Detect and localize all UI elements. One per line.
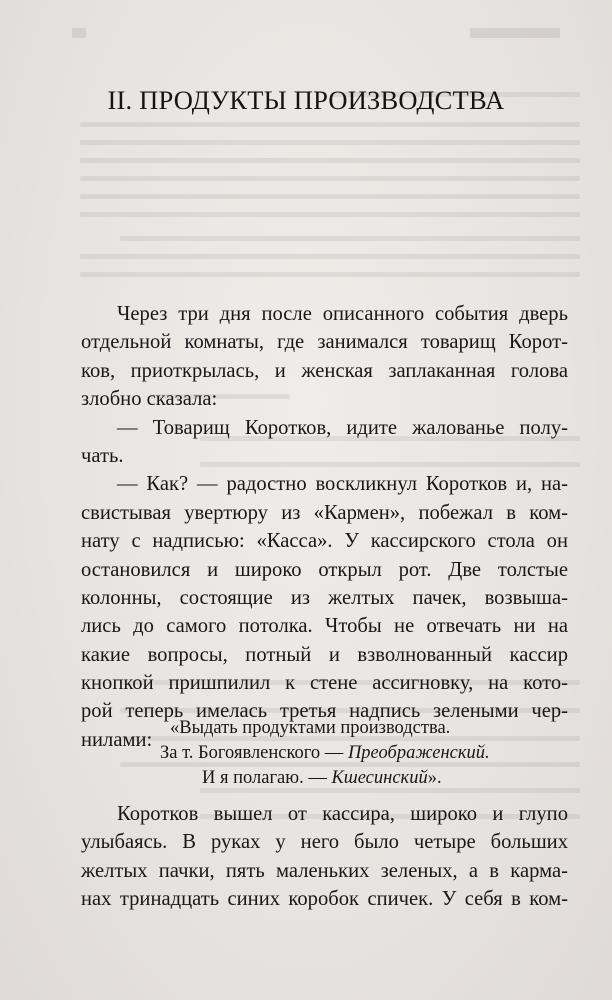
inscription-block [100, 716, 540, 791]
text-line: — Как? — радостно воскликнул Коротков и, на- [117, 473, 568, 496]
inscription-line [100, 766, 540, 791]
text-line: нилами: [81, 728, 153, 751]
text-line: улыбаясь. В руках у него было четыре больших [81, 831, 568, 854]
text-line: лись до самого потолка. Чтобы не отвечать ни на [81, 615, 568, 638]
inscription-text: И я полагаю. — [202, 768, 332, 788]
text-line: нату с надписью: «Касса». У кассирского стола он [81, 530, 568, 553]
text-line: злобно сказала: [81, 388, 218, 411]
inscription-text: За т. Богоявленского — [160, 743, 348, 763]
mirrored-running-head [470, 28, 560, 38]
inscription-signature: Кшесинский [331, 768, 428, 788]
inscription-line [100, 741, 540, 766]
inscription-text: ». [427, 768, 442, 788]
inscription-line: «Выдать продуктами производства. [170, 718, 451, 738]
text-line: нах тринадцать синих коробок спичек. У себя в ком- [81, 888, 568, 911]
mirrored-page-number [72, 28, 86, 38]
text-line: Коротков вышел от кассира, широко и глупо [117, 803, 568, 825]
text-line: рой теперь имелась третья надпись зелеными чер- [81, 700, 568, 723]
text-line: колонны, состоящие из желтых пачек, возвыша- [81, 586, 568, 609]
text-line: остановился и широко открыл рот. Две толстые [81, 558, 568, 581]
text-line: — Товарищ Коротков, идите жалованье полу- [117, 416, 568, 439]
text-line: желтых пачки, пять маленьких зеленых, а в карма- [81, 859, 568, 882]
text-line: ков, приоткрылась, и женская заплаканная голова [81, 359, 568, 382]
text-line: кнопкой пришпилил к стене ассигновку, на кото- [81, 672, 568, 695]
inscription-signature: Преображенский. [347, 743, 490, 763]
text-line: свистывая увертюру из «Кармен», побежал в ком- [81, 501, 568, 524]
main-text [81, 300, 568, 754]
text-line: чать. [81, 444, 124, 467]
text-line: какие вопросы, потный и взволнованный кассир [81, 643, 568, 666]
chapter-title: II. ПРОДУКТЫ ПРОИЗВОДСТВА [107, 85, 505, 115]
main-text-continued [81, 800, 568, 914]
text-line: отдельной комнаты, где занимался товарищ Корот- [81, 331, 568, 354]
text-line: Через три дня после описанного события дверь [117, 303, 568, 325]
